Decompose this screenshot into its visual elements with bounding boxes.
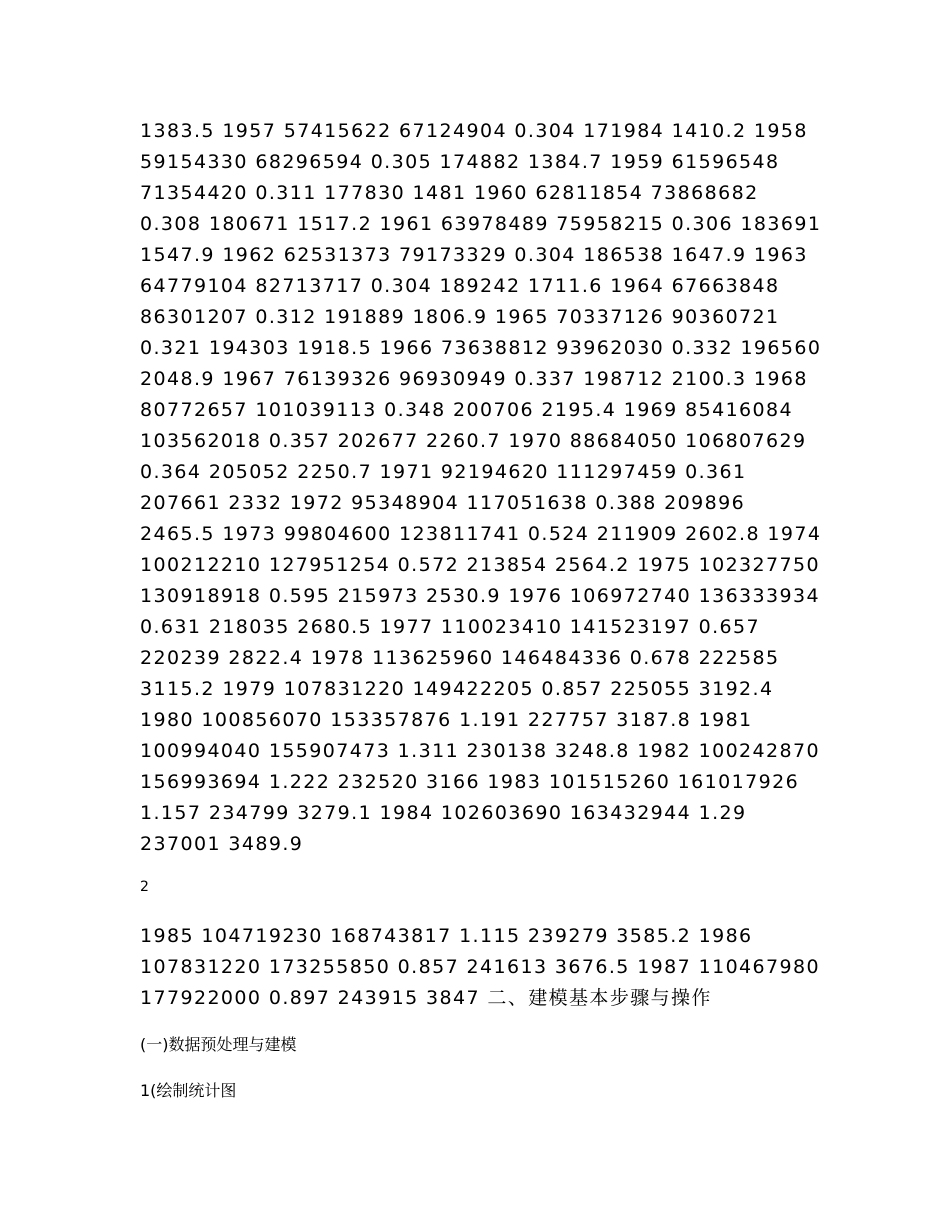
- text-line: 0.321 194303 1918.5 1966 73638812 93962030 0.332 196560: [140, 337, 822, 359]
- text-line: 1383.5 1957 57415622 67124904 0.304 171984 1410.2 1958: [140, 120, 808, 142]
- text-line: 59154330 68296594 0.305 174882 1384.7 1959 61596548: [140, 151, 780, 173]
- text-line: 0.631 218035 2680.5 1977 110023410 141523197 0.657: [140, 616, 760, 638]
- text-line: 1.157 234799 3279.1 1984 102603690 163432944 1.29: [140, 802, 747, 824]
- text-line: 71354420 0.311 177830 1481 1960 62811854 73868682: [140, 182, 759, 204]
- text-line: 220239 2822.4 1978 113625960 146484336 0.678 222585: [140, 647, 780, 669]
- text-line: 156993694 1.222 232520 3166 1983 101515260 161017926: [140, 771, 800, 793]
- text-line: 100212210 127951254 0.572 213854 2564.2 1975 102327750: [140, 554, 820, 576]
- text-line: 1547.9 1962 62531373 79173329 0.304 186538 1647.9 1963: [140, 244, 808, 266]
- text-line: 237001 3489.9: [140, 833, 304, 855]
- text-line: 0.308 180671 1517.2 1961 63978489 75958215 0.306 183691: [140, 213, 822, 235]
- section-heading: (一)数据预处理与建模: [140, 1035, 297, 1054]
- text-line: 80772657 101039113 0.348 200706 2195.4 1969 85416084: [140, 399, 794, 421]
- text-line: 107831220 173255850 0.857 241613 3676.5 1987 110467980: [140, 956, 820, 978]
- text-line: 1985 104719230 168743817 1.115 239279 3585.2 1986: [140, 925, 753, 947]
- text-line: 207661 2332 1972 95348904 117051638 0.388 209896: [140, 492, 746, 514]
- text-line: 3115.2 1979 107831220 149422205 0.857 225055 3192.4: [140, 678, 774, 700]
- text-line: 1980 100856070 153357876 1.191 227757 3187.8 1981: [140, 709, 753, 731]
- page-number: 2: [140, 879, 149, 895]
- text-line: 86301207 0.312 191889 1806.9 1965 70337126 90360721: [140, 306, 780, 328]
- text-line: 64779104 82713717 0.304 189242 1711.6 1964 67663848: [140, 275, 780, 297]
- text-line: 177922000 0.897 243915 3847 二、建模基本步骤与操作: [140, 987, 712, 1009]
- subsection-heading: 1(绘制统计图: [140, 1081, 237, 1100]
- text-line: 2048.9 1967 76139326 96930949 0.337 198712 2100.3 1968: [140, 368, 808, 390]
- text-line: 2465.5 1973 99804600 123811741 0.524 211909 2602.8 1974: [140, 523, 822, 545]
- data-paragraph-1: [140, 116, 830, 860]
- text-line: 103562018 0.357 202677 2260.7 1970 88684050 106807629: [140, 430, 807, 452]
- text-line: 0.364 205052 2250.7 1971 92194620 111297459 0.361: [140, 461, 747, 483]
- data-paragraph-2: [140, 921, 830, 1014]
- text-line: 100994040 155907473 1.311 230138 3248.8 1982 100242870: [140, 740, 820, 762]
- text-line: 130918918 0.595 215973 2530.9 1976 106972740 136333934: [140, 585, 820, 607]
